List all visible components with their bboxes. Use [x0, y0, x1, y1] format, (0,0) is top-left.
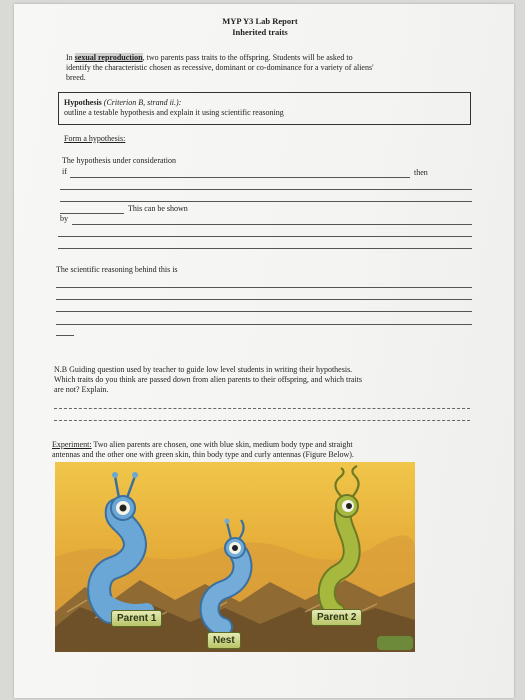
criterion-label: (Criterion B, strand ii.):	[103, 98, 182, 107]
intro-paragraph	[66, 53, 486, 83]
form-heading: Form a hypothesis:	[64, 134, 126, 143]
document-title	[0, 16, 520, 38]
guiding-line-2: Which traits do you think are passed down from alien parents to their offspring, and which traits	[54, 375, 362, 384]
hypothesis-instruction: outline a testable hypothesis and explain it using scientific reasoning	[64, 108, 284, 117]
then-label: then	[414, 168, 428, 177]
answer-line[interactable]	[58, 236, 472, 237]
guiding-question	[54, 365, 484, 395]
reasoning-label: The scientific reasoning behind this is	[56, 265, 178, 274]
highlighted-term: sexual reproduction	[74, 53, 143, 62]
intro-line-2: identify the characteristic chosen as recessive, dominant or co-dominance for a variety of aliens'	[66, 63, 374, 72]
answer-line[interactable]	[60, 201, 472, 202]
answer-line[interactable]	[60, 189, 472, 190]
experiment-line-1	[52, 440, 492, 450]
subtitle-line: Inherited traits	[232, 27, 288, 37]
reasoning-line[interactable]	[56, 311, 472, 312]
experiment-paragraph	[52, 440, 492, 460]
reasoning-line[interactable]	[56, 299, 472, 300]
reasoning-line-short[interactable]	[56, 335, 74, 336]
hypothesis-label: Hypothesis	[64, 98, 102, 107]
guiding-answer-line[interactable]	[54, 408, 470, 409]
hypothesis-box-content	[64, 98, 464, 118]
if-label: if	[62, 167, 67, 176]
experiment-line-2: antennas and the other one with green skin, thin body type and curly antennas (Figure Below).	[52, 450, 354, 459]
guiding-answer-line[interactable]	[54, 420, 470, 421]
intro-line-3: breed.	[66, 73, 86, 82]
answer-line-short[interactable]	[60, 213, 124, 214]
under-consideration-label: The hypothesis under consideration	[62, 156, 176, 165]
reasoning-line[interactable]	[56, 287, 472, 288]
reasoning-line[interactable]	[56, 324, 472, 325]
parent-2-label: Parent 2	[311, 609, 362, 626]
intro-line-1	[66, 53, 486, 63]
experiment-label: Experiment:	[52, 440, 92, 449]
guiding-line-3: are not? Explain.	[54, 385, 109, 394]
hypothesis-heading	[64, 98, 464, 108]
nest-label: Nest	[207, 632, 241, 649]
shown-label: This can be shown	[128, 204, 188, 213]
title-line: MYP Y3 Lab Report	[222, 16, 298, 26]
experiment-line-1-rest: Two alien parents are chosen, one with blue skin, medium body type and straight	[91, 440, 353, 449]
by-label: by	[60, 214, 68, 223]
intro-line-1-rest: , two parents pass traits to the offspring. Students will be asked to	[142, 53, 353, 62]
if-answer-line[interactable]	[70, 177, 410, 178]
answer-line[interactable]	[58, 248, 472, 249]
alien-parents-figure	[55, 462, 415, 652]
parent-1-label: Parent 1	[111, 610, 162, 627]
intro-prefix: In	[66, 53, 75, 62]
by-answer-line[interactable]	[72, 224, 472, 225]
guiding-line-1: N.B Guiding question used by teacher to guide low level students in writing their hypothesis.	[54, 365, 353, 374]
